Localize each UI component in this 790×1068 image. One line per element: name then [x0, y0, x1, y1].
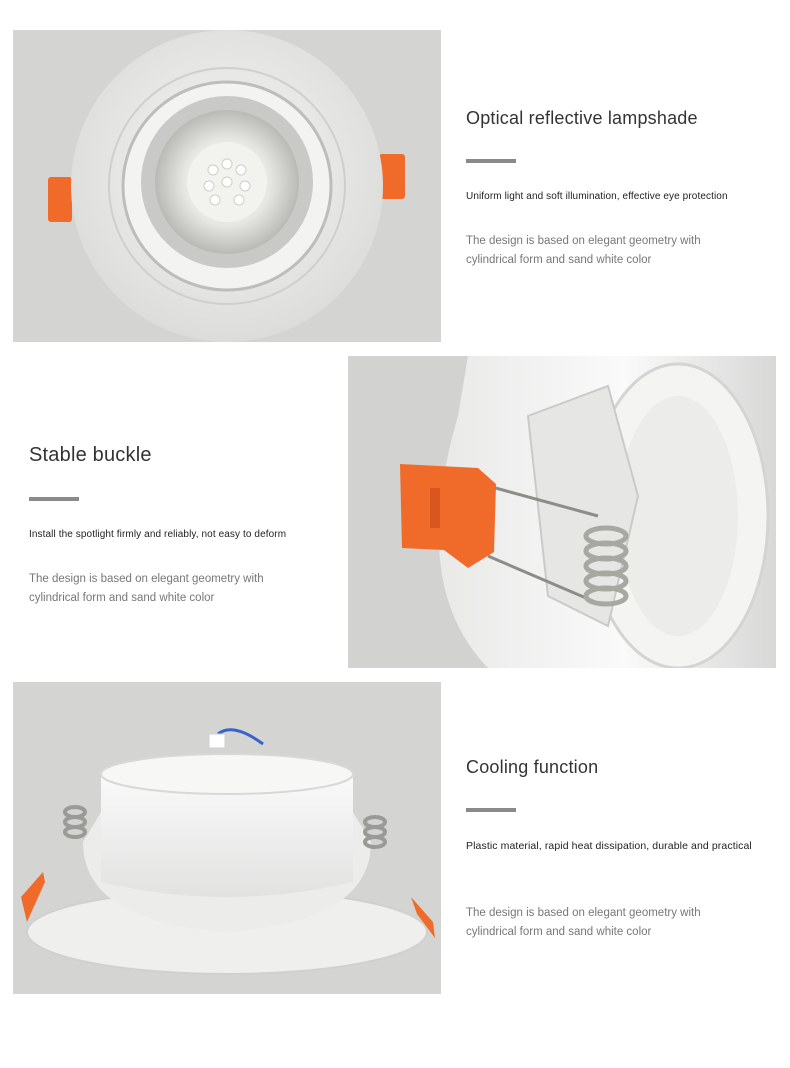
feature-line: Plastic material, rapid heat dissipation, durable and practical	[466, 840, 752, 852]
feature-line: Install the spotlight firmly and reliably, not easy to deform	[29, 529, 287, 540]
section-title: Cooling function	[466, 757, 599, 777]
section-1-text	[466, 108, 776, 270]
section-3-text	[466, 757, 786, 942]
description-line: cylindrical form and sand white color	[466, 926, 652, 938]
description	[466, 232, 776, 270]
description-line: cylindrical form and sand white color	[466, 254, 652, 266]
description	[29, 570, 329, 608]
cooling-photo	[13, 682, 441, 994]
feature-line: Uniform light and soft illumination, effective eye protection	[466, 191, 728, 202]
description	[466, 904, 786, 942]
description-line: The design is based on elegant geometry with	[466, 235, 701, 247]
lampshade-photo	[13, 30, 441, 342]
section-title: Optical reflective lampshade	[466, 108, 698, 128]
section-title: Stable buckle	[29, 444, 152, 466]
description-line: cylindrical form and sand white color	[29, 592, 215, 604]
divider-bar	[29, 497, 79, 501]
description-line: The design is based on elegant geometry with	[466, 907, 701, 919]
section-2-text	[29, 444, 329, 608]
buckle-photo	[348, 356, 776, 668]
description-line: The design is based on elegant geometry with	[29, 573, 264, 585]
divider-bar	[466, 159, 516, 163]
divider-bar	[466, 808, 516, 812]
